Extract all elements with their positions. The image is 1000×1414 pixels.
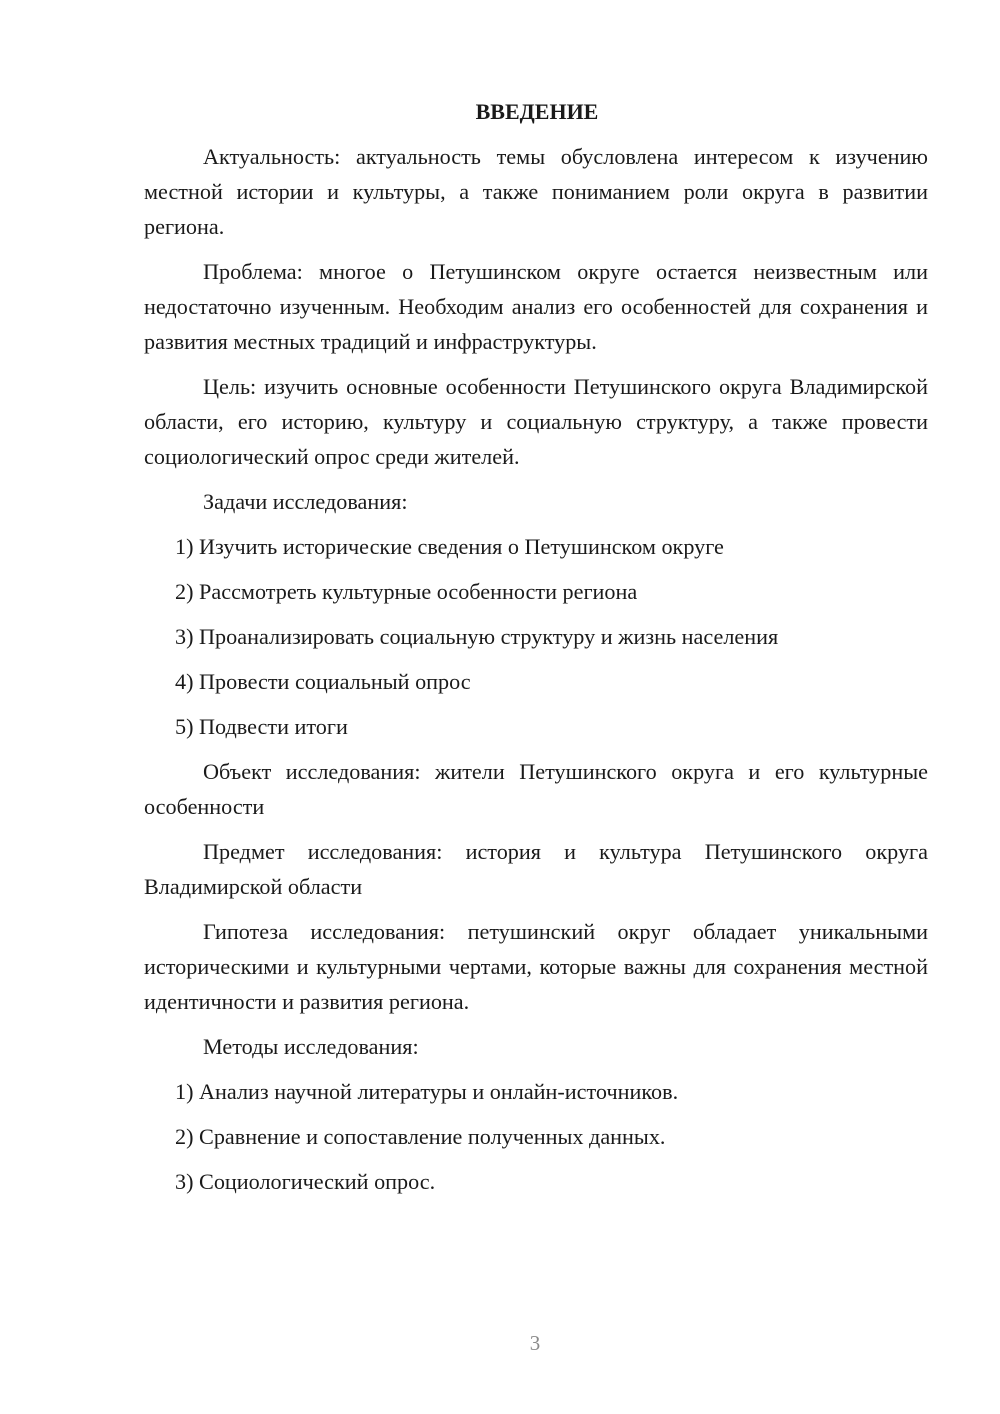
tasks-heading: Задачи исследования: [203, 489, 408, 514]
method-item: 2) Сравнение и сопоставление полученных данных. [175, 1124, 666, 1149]
methods-list [144, 1074, 928, 1199]
task-item: 1) Изучить исторические сведения о Петушинском округе [175, 534, 724, 559]
relevance-paragraph: Актуальность: актуальность темы обусловлена интересом к изучению местной истории и культуры, а также пониманием роли округа в развитии региона. [144, 144, 928, 239]
page-content [144, 94, 928, 1209]
problem-paragraph: Проблема: многое о Петушинском округе остается неизвестным или недостаточно изученным. Необходим анализ его особенностей для сохранения и развития местных традиций и инфраструктуры. [144, 259, 928, 354]
task-item: 2) Рассмотреть культурные особенности региона [175, 579, 638, 604]
tasks-list [144, 529, 928, 744]
hypothesis-paragraph: Гипотеза исследования: петушинский округ обладает уникальными историческими и культурными чертами, которые важны для сохранения местной идентичности и развития региона. [144, 919, 928, 1014]
method-item: 1) Анализ научной литературы и онлайн-источников. [175, 1079, 679, 1104]
subject-paragraph: Предмет исследования: история и культура Петушинского округа Владимирской области [144, 839, 928, 899]
goal-paragraph: Цель: изучить основные особенности Петушинского округа Владимирской области, его историю, культуру и социальную структуру, а также провести социологический опрос среди жителей. [144, 374, 928, 469]
page-number: 3 [529, 1331, 541, 1355]
task-item: 4) Провести социальный опрос [175, 669, 471, 694]
methods-heading: Методы исследования: [203, 1034, 419, 1059]
object-paragraph: Объект исследования: жители Петушинского округа и его культурные особенности [144, 759, 928, 819]
task-item: 5) Подвести итоги [175, 714, 348, 739]
method-item: 3) Социологический опрос. [175, 1169, 436, 1194]
page-title: ВВЕДЕНИЕ [475, 99, 599, 124]
task-item: 3) Проанализировать социальную структуру и жизнь населения [175, 624, 779, 649]
